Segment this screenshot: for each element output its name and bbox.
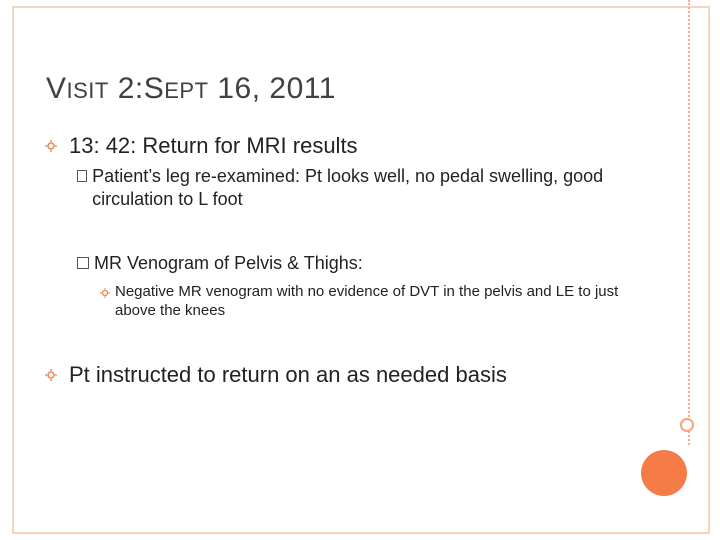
sun-bullet-icon — [45, 139, 57, 157]
checkbox-bullet-icon — [77, 170, 87, 182]
bullet-item — [77, 165, 637, 211]
bullet-item — [45, 362, 665, 388]
bullet-text: Patient’s leg re-examined: Pt looks well, no pedal swelling, good circulation to L foot — [92, 166, 604, 209]
bullet-text: 13: 42: Return for MRI results — [69, 133, 358, 158]
bullet-item — [77, 252, 637, 275]
title-part: V — [46, 72, 67, 105]
bullet-item — [100, 282, 620, 320]
sun-bullet-icon — [45, 368, 57, 386]
title-part: EPT — [164, 78, 209, 103]
decorative-large-circle — [641, 450, 687, 496]
bullet-text: Pt instructed to return on an as needed basis — [69, 362, 507, 387]
bullet-item — [45, 133, 665, 159]
sun-bullet-icon — [100, 285, 110, 303]
title-part: 2:S — [108, 72, 165, 105]
checkbox-bullet-icon — [77, 257, 89, 269]
decorative-dotted-line — [688, 0, 690, 445]
title-part: 16, 2011 — [208, 72, 336, 105]
decorative-small-circle — [680, 418, 694, 432]
slide-title — [46, 72, 336, 106]
title-part: ISIT — [66, 78, 109, 103]
bullet-text: Negative MR venogram with no evidence of DVT in the pelvis and LE to just above the knees — [115, 283, 619, 319]
bullet-text: MR Venogram of Pelvis & Thighs: — [94, 253, 363, 273]
